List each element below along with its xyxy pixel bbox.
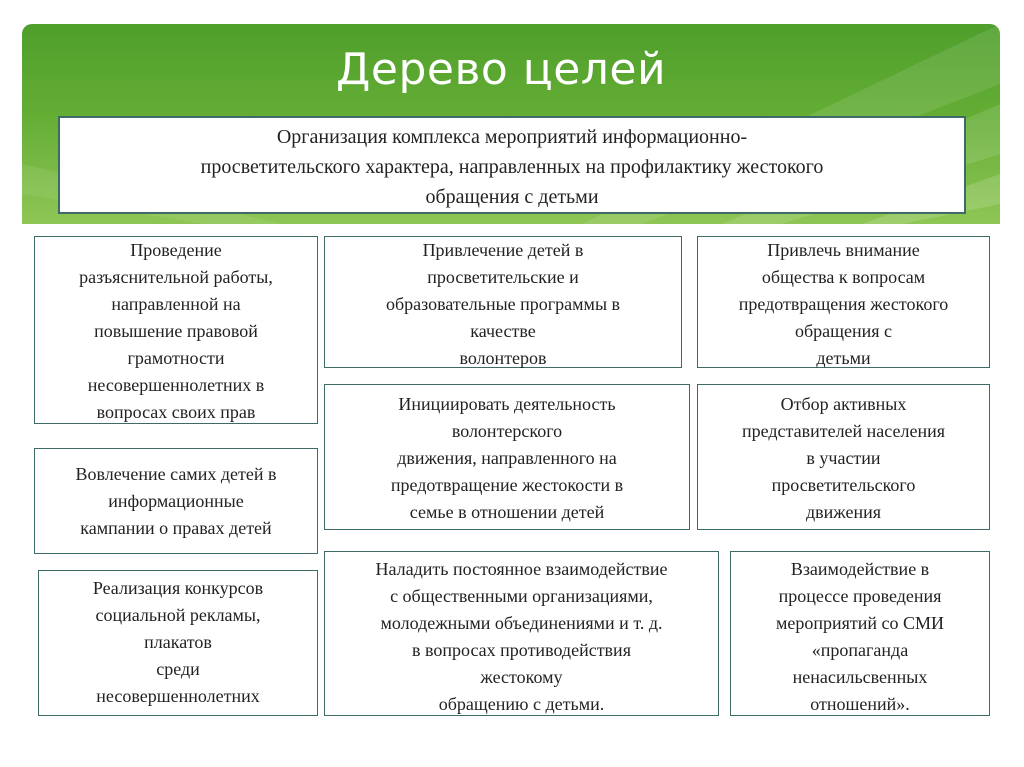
goal-text: Наладить постоянное взаимодействие с общественными организациями, молодежными объединениями и т. д. в вопросах противодействия жестокому обращению с детьми. bbox=[375, 559, 668, 714]
goal-box-legal-awareness bbox=[34, 236, 318, 424]
goal-box-active-citizens bbox=[697, 384, 990, 530]
slide-title: Дерево целей bbox=[336, 44, 667, 95]
goal-box-public-organizations bbox=[324, 551, 719, 716]
goal-text: Взаимодействие в процессе проведения мероприятий со СМИ «пропаганда ненасильсвенных отношений». bbox=[775, 559, 945, 714]
goal-box-public-attention bbox=[697, 236, 990, 368]
goal-text: Инициировать деятельность волонтерского движения, направленного на предотвращение жестокости в семье в отношении детей bbox=[390, 394, 624, 522]
goal-box-volunteer-programs bbox=[324, 236, 682, 368]
goal-text: Привлечение детей в просветительские и образовательные программы в качестве волонтеров bbox=[385, 240, 621, 368]
goal-text: Отбор активных представителей населения в участии просветительского движения bbox=[741, 394, 946, 522]
goal-box-social-advertising bbox=[38, 570, 318, 716]
goal-text: Проведение разъяснительной работы, направленной на повышение правовой грамотности несовершеннолетних в вопросах своих прав bbox=[79, 240, 273, 422]
goal-text: Вовлечение самих детей в информационные кампании о правах детей bbox=[75, 464, 277, 538]
main-goal-box bbox=[58, 116, 966, 214]
goal-box-information-campaigns bbox=[34, 448, 318, 554]
goal-text: Привлечь внимание общества к вопросам предотвращения жестокого обращения с детьми bbox=[738, 240, 949, 368]
goal-text: Реализация конкурсов социальной рекламы, плакатов среди несовершеннолетних bbox=[92, 578, 264, 706]
goal-box-volunteer-movement bbox=[324, 384, 690, 530]
main-goal-text: Организация комплекса мероприятий информационно- просветительского характера, направленных на профилактику жестокого обращения с детьми bbox=[200, 126, 824, 208]
goal-box-media-cooperation bbox=[730, 551, 990, 716]
